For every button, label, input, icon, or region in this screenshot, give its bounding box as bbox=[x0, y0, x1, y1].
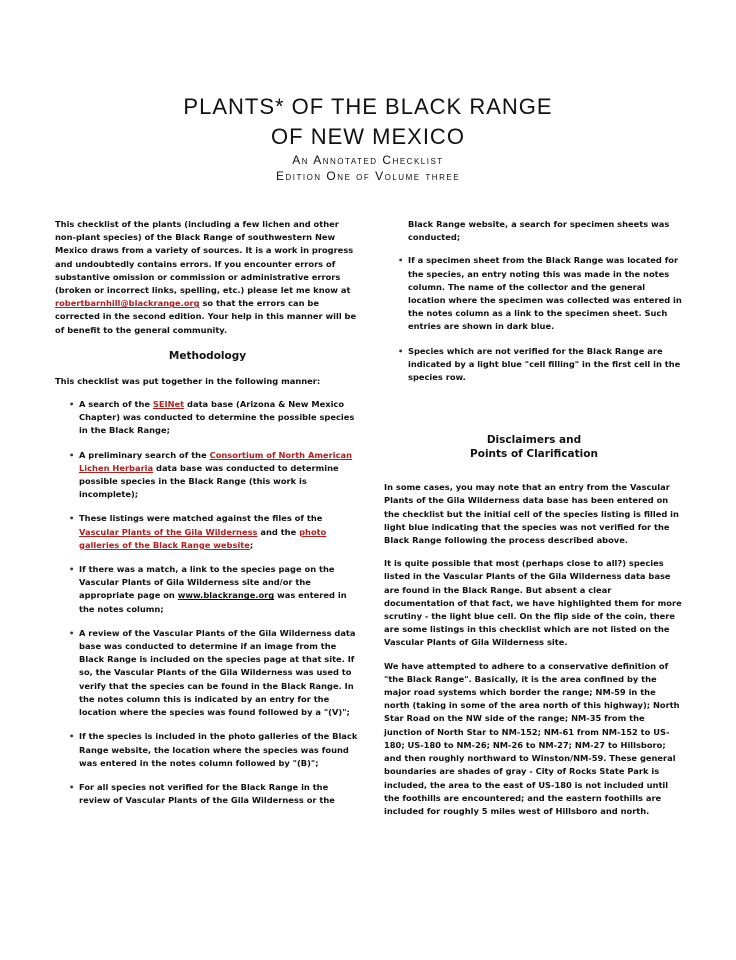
document-title-line-2: OF NEW MEXICO bbox=[271, 124, 465, 149]
blackrange-site-link[interactable]: www.blackrange.org bbox=[177, 590, 275, 601]
methodology-lead: This checklist was put together in the following manner: bbox=[55, 375, 321, 386]
email-link[interactable]: robertbarnhill@blackrange.org bbox=[55, 298, 200, 309]
list-item: • Species which are not verified for the Black Range are indicated by a light blue "cell filling" in the first cell in the species row. bbox=[398, 345, 684, 385]
methodology-list bbox=[55, 398, 360, 807]
photo-galleries-link[interactable]: photo galleries of the Black Range website bbox=[79, 526, 327, 550]
item-text: A search of the bbox=[79, 399, 153, 410]
document-title-line-1: PLANTS* OF THE BLACK RANGE bbox=[183, 94, 553, 119]
item-text: and the bbox=[257, 526, 300, 537]
list-item bbox=[69, 512, 360, 552]
disclaimer-paragraph: In some cases, you may note that an entry from the Vascular Plants of the Gila Wilderness data base has been entered on the checklist but the initial cell of the species listing is filled in light blue indicating that the species was not verified for the Black Range following the process described above. bbox=[384, 482, 679, 546]
disclaimers-heading-line-2: Points of Clarification bbox=[470, 448, 598, 461]
right-column bbox=[384, 218, 684, 828]
disclaimer-paragraph: It is quite possible that most (perhaps close to all?) species listed in the Vascular Plants of the Gila Wilderness data base are found in the Black Range. But absent a clear documentation of that fact, we have highlighted them for more scrutiny - the light blue cell. On the flip side of the coin, there are some listings in this checklist which are not listed on the Vascular Plants of Gila Wilderness site. bbox=[384, 558, 682, 648]
item-text: data base was conducted to determine possible species in the Black Range (this work is incomplete); bbox=[79, 462, 339, 500]
list-item: • If a specimen sheet from the Black Range was located for the species, an entry noting this was made in the notes column. The name of the collector and the general location where the specimen was collected was entered in the notes column as a link to the specimen sheet. Such entries are shown in dark blue. bbox=[398, 254, 684, 333]
document-header bbox=[0, 92, 736, 184]
document-subtitle-1: An Annotated Checklist bbox=[292, 153, 444, 167]
methodology-list-continued bbox=[384, 254, 684, 384]
disclaimer-paragraph: We have attempted to adhere to a conservative definition of "the Black Range". Basically, it is the area confined by the major road systems which border the range; NM-59 in the north (taking in some of the area north of this highway); North Star Road on the NW side of the range; NM-35 from the junction of North Star to NM-152; NM-61 from NM-152 to US-180; US-180 to NM-26; NM-26 to NM-27; NM-27 to Hillsboro; and then roughly northward to Winston/NM-59. These general boundaries are shades of gray - City of Rocks State Park is included, the area to the east of US-180 is not included until the foothills are encountered; and the eastern foothills are included for roughly 5 miles west of Hillsboro and north. bbox=[384, 660, 680, 816]
list-item bbox=[69, 449, 360, 502]
intro-text-before: This checklist of the plants (including a few lichen and other non-plant species) of the Black Range of southwestern New Mexico draws from a variety of sources. It is a work in progress and undoubtedly contains errors. If you encounter errors of substantive omission or commission or administrative errors (broken or incorrect links, spelling, etc.) please let me know at bbox=[55, 219, 354, 296]
item-text: was entered in the notes column; bbox=[79, 590, 347, 614]
disclaimers-heading-line-1: Disclaimers and bbox=[486, 434, 582, 447]
item-text: If there was a match, a link to the species page on the Vascular Plants of Gila Wilderness site and/or the appropriate page on bbox=[79, 564, 335, 601]
lichen-herbaria-link[interactable]: Consortium of North American Lichen Herbaria bbox=[79, 449, 353, 473]
item-text: A preliminary search of the bbox=[79, 449, 210, 460]
seinet-link[interactable]: SEINet bbox=[152, 399, 185, 410]
list-item: • A review of the Vascular Plants of the Gila Wilderness data base was conducted to determine if an image from the Black Range is included on the species page at that site. If so, the Vascular Plants of the Gila Wilderness was used to verify that the species can be found in the Black Range. In the notes column this is indicated by an entry for the location where the species was found followed by a "(V)"; bbox=[69, 627, 360, 719]
disclaimers-heading bbox=[384, 433, 684, 461]
item-text: These listings were matched against the files of the bbox=[79, 513, 323, 524]
continued-text: Black Range website, a search for specimen sheets was conducted; bbox=[408, 219, 670, 243]
item-text: data base (Arizona & New Mexico Chapter) was conducted to determine the possible species in the Black Range; bbox=[79, 399, 355, 436]
spacer bbox=[384, 395, 684, 421]
left-column bbox=[55, 218, 360, 818]
list-item: • For all species not verified for the Black Range in the review of Vascular Plants of the Gila Wilderness or the bbox=[69, 781, 360, 807]
list-item bbox=[69, 563, 360, 616]
intro-text-after: so that the errors can be corrected in the second edition. Your help in this manner will be of benefit to the general community. bbox=[55, 298, 357, 335]
methodology-heading: Methodology bbox=[168, 349, 247, 362]
intro-paragraph bbox=[55, 218, 360, 337]
item-text: ; bbox=[249, 539, 254, 550]
list-item: • If the species is included in the photo galleries of the Black Range website, the location where the species was found was entered in the notes column followed by "(B)"; bbox=[69, 730, 360, 770]
gila-vascular-plants-link[interactable]: Vascular Plants of the Gila Wilderness bbox=[79, 526, 258, 537]
document-subtitle-2: Edition One of Volume three bbox=[275, 169, 461, 183]
list-item bbox=[69, 398, 360, 438]
